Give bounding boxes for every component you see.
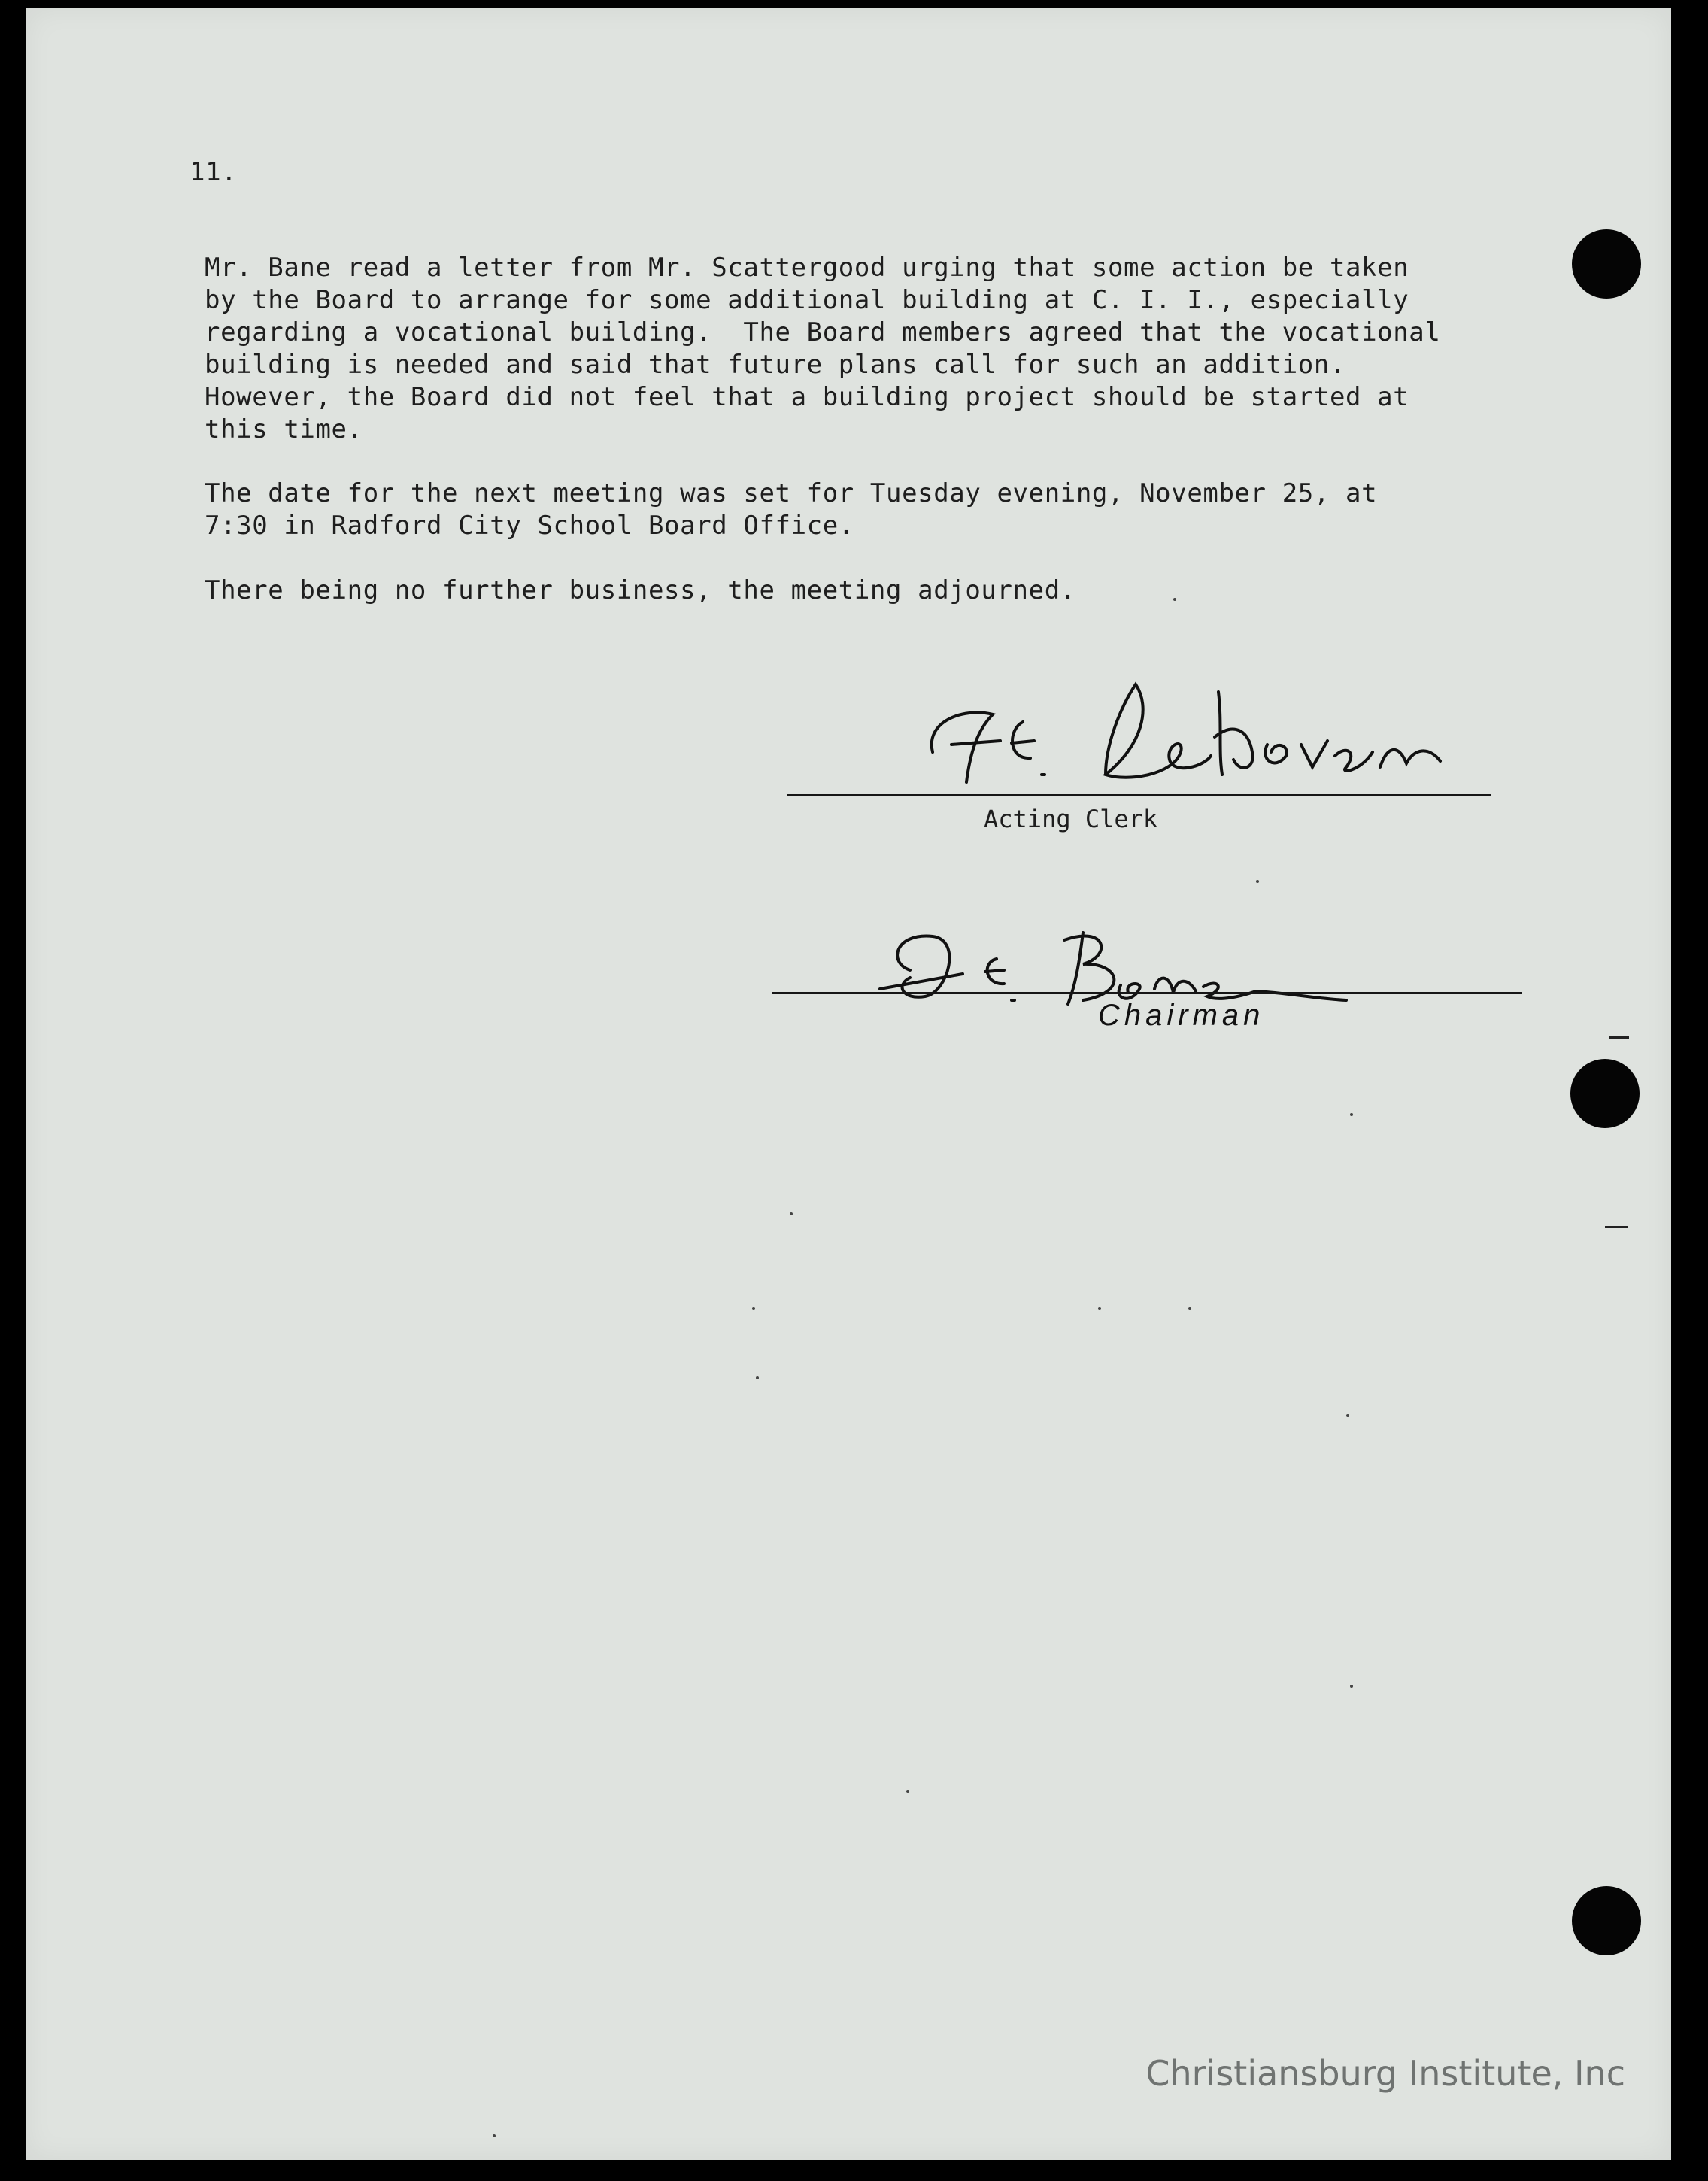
binder-hole-middle (1570, 1059, 1640, 1128)
paragraph-adjournment: There being no further business, the meeting adjourned. (205, 575, 1076, 605)
margin-mark (1605, 1226, 1628, 1228)
margin-mark (1609, 1036, 1629, 1039)
archive-watermark: Christiansburg Institute, Inc (1145, 2053, 1625, 2094)
chair-title: Chairman (1098, 999, 1265, 1032)
paper-speck (1350, 1113, 1353, 1116)
paragraph-scattergood-letter: Mr. Bane read a letter from Mr. Scattergood urging that some action be taken by the Board to arrange for some additional building at C. I. I., especially regarding a vocational building. The Board members agreed that the vocational building is needed and said that future plans call for such an addition. However, the Board did not feel that a building project should be started at this time. (205, 253, 1441, 444)
paper-speck (1188, 1307, 1191, 1310)
clerk-signature (880, 662, 1452, 805)
binder-hole-bottom (1572, 1886, 1641, 1955)
paper-speck (1256, 880, 1259, 883)
paragraph-next-meeting: The date for the next meeting was set for Tuesday evening, November 25, at 7:30 in Radford City School Board Office. (205, 478, 1378, 541)
paper-speck (1350, 1685, 1353, 1688)
paper-speck (790, 1212, 793, 1215)
paper-speck (1173, 598, 1176, 601)
paper-speck (1098, 1307, 1101, 1310)
clerk-title: Acting Clerk (984, 805, 1158, 833)
page-number: 11. (190, 157, 238, 187)
paper-speck (906, 1790, 909, 1793)
clerk-signature-line (787, 794, 1491, 796)
chair-signature-line (772, 992, 1522, 994)
paper-speck (493, 2134, 496, 2137)
binder-hole-top (1572, 229, 1641, 299)
paper-speck (756, 1376, 759, 1379)
paper-speck (1346, 1414, 1349, 1417)
paper-speck (752, 1307, 755, 1310)
